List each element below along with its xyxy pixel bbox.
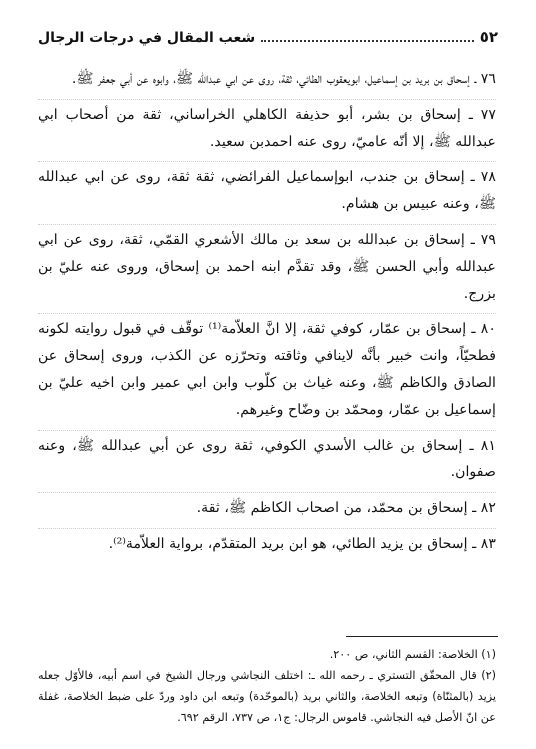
running-title: شعب المقال في درجات الرجال [38,30,256,46]
narrator-entry-79: ٧٩ ـ إسحاق بن عبدالله بن سعد بن مالك الأشعري القمّي، ثقة، روى عن ابي عبدالله وأبي الحسن ﷺ، وقد تقدَّم ابنه احمد بن إسحاق، وروى عنه عليّ بن بزرج. [38,224,496,307]
narrator-entry-83: ٨٣ ـ إسحاق بن يزيد الطائي، هو ابن بريد المتقدّم، برواية العلاّمة⁽²⁾. [38,528,496,558]
header-dotted-leader [261,40,474,42]
footnote-1: (١) الخلاصة: القسم الثاني، ص ٢٠٠. [329,648,496,661]
narrator-entry-77: ٧٧ ـ إسحاق بن بشر، أبو حذيفة الكاهلي الخراساني، ثقة من أصحاب ابي عبدالله ﷺ، إلا أنّه عاميّ، روى عنه احمدبن سعيد. [38,99,496,156]
narrator-entry-82: ٨٢ ـ إسحاق بن محمّد، من اصحاب الكاظم ﷺ، ثقة. [38,492,496,522]
page-body [38,66,496,558]
narrator-entry-80: ٨٠ ـ إسحاق بن عمّار، كوفي ثقة، إلا انَّ العلاّمة⁽¹⁾ توقّف في قبول روايته لكونه فطحيّاً، وانت خبير بأنَّه لاينافي وثاقته وتحرّزه عن الكذب، وروى إسحاق عن الصادق والكاظم ﷺ، وعنه غياث بن كلّوب وابن ابي عمير وابن اخيه عليّ بن إسماعيل بن عمّار، ومحمّد بن وضّاح وغيرهم. [38,313,496,423]
footnote-separator [346,636,498,637]
footnote-2: (٢) قال المحقّق التستري ـ رحمه الله ـ: اختلف النجاشي ورجال الشيخ في اسم أبيه، فالأوّل جعله يزيد (بالمثنّاة) وتبعه الخلاصة، والثاني بريد (بالموحّدة) وتبعه ابن داود وردّ على ضبط الخلاصة، غفلة عن انّ الأصل فيه النجاشي. قاموس الرجال: ج١، ص ٧٣٧، الرقم ٦٩٢. [38,669,496,724]
narrator-entry-78: ٧٨ ـ إسحاق بن جندب، ابوإسماعيل الفرائضي، ثقة ثقة، روى عن ابي عبدالله ﷺ، وعنه عبيس بن هشام. [38,161,496,218]
page-number: ٥٢ [479,28,498,46]
narrator-entry-76: ٧٦ ـ إسحاق بن بريد بن إسماعيل، ابويعقوب الطائي، ثقة، روى عن ابي عبدالله ﷺ، وابوه عن أبي جعفر ﷺ. [71,71,496,87]
narrator-entry-81: ٨١ ـ إسحاق بن غالب الأسدي الكوفي، ثقة روى عن أبي عبدالله ﷺ، وعنه صفوان. [38,430,496,487]
footnotes [38,644,496,728]
running-header [38,24,498,46]
